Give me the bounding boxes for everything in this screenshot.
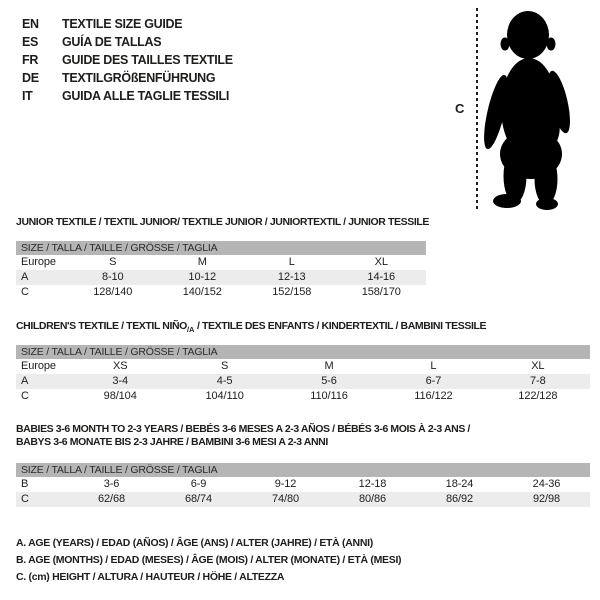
language-row-fr xyxy=(22,51,233,69)
row-label: C xyxy=(21,493,29,505)
height-value: 110/116 xyxy=(310,390,348,402)
babies-row-age xyxy=(16,477,590,492)
age-value: 5-6 xyxy=(321,375,337,387)
junior-size-header-bar: SIZE / TALLA / TAILLE / GRÖSSE / TAGLIA xyxy=(16,241,426,255)
guide-title-en: TEXTILE SIZE GUIDE xyxy=(62,17,183,31)
guide-title-de: TEXTILGRÖßENFÜHRUNG xyxy=(62,71,216,85)
children-title-suffix: / TEXTILE DES ENFANTS / KINDERTEXTIL / BAMBINI TESSILE xyxy=(194,320,487,332)
age-value: 24-36 xyxy=(532,478,561,490)
size-value: L xyxy=(430,360,437,372)
age-value: 9-12 xyxy=(274,478,297,490)
language-row-de xyxy=(22,69,233,87)
size-value: M xyxy=(197,256,207,268)
children-row-age xyxy=(16,374,590,389)
language-row-it xyxy=(22,87,233,105)
size-value: XL xyxy=(374,256,388,268)
language-code-it: IT xyxy=(22,89,33,103)
height-value: 62/68 xyxy=(97,493,126,505)
babies-size-header-bar: SIZE / TALLA / TAILLE / GRÖSSE / TAGLIA xyxy=(16,463,590,477)
babies-table-section xyxy=(16,423,590,507)
height-measure-dashed-line xyxy=(476,8,478,209)
children-title-subscript: /A xyxy=(186,324,195,334)
row-label: Europe xyxy=(21,360,56,372)
row-label: Europe xyxy=(21,256,56,268)
babies-table-title-line2: BABYS 3-6 MONATE BIS 2-3 JAHRE / BAMBINI 3-6 MESI A 2-3 ANNI xyxy=(16,436,328,448)
language-row-en xyxy=(22,15,233,33)
age-value: 18-24 xyxy=(445,478,474,490)
size-value: M xyxy=(324,360,334,372)
children-row-height xyxy=(16,389,590,404)
age-value: 4-5 xyxy=(216,375,233,387)
junior-row-age xyxy=(16,270,426,285)
height-value: 86/92 xyxy=(445,493,474,505)
row-label: B xyxy=(21,478,29,490)
age-value: 3-6 xyxy=(103,478,120,490)
guide-title-es: GUÍA DE TALLAS xyxy=(62,35,162,49)
height-value: 128/140 xyxy=(93,286,133,298)
height-value: 80/86 xyxy=(358,493,387,505)
age-value: 6-7 xyxy=(425,375,442,387)
height-value: 122/128 xyxy=(518,390,558,402)
babies-row-height xyxy=(16,492,590,507)
children-size-header-bar: SIZE / TALLA / TAILLE / GRÖSSE / TAGLIA xyxy=(16,345,590,359)
height-value: 140/152 xyxy=(182,286,222,298)
language-row-es xyxy=(22,33,233,51)
size-value: XS xyxy=(112,360,128,372)
junior-table-section xyxy=(16,216,429,300)
baby-silhouette xyxy=(482,6,574,210)
height-value: 98/104 xyxy=(103,390,137,402)
language-code-en: EN xyxy=(22,17,39,31)
language-code-de: DE xyxy=(22,71,39,85)
height-value: 104/110 xyxy=(205,390,244,402)
height-value: 152/158 xyxy=(272,286,312,298)
height-value: 158/170 xyxy=(361,286,401,298)
babies-table-title-line1: BABIES 3-6 MONTH TO 2-3 YEARS / BEBÉS 3-6 MESES A 2-3 AÑOS / BÉBÉS 3-6 MOIS À 2-3 ANS / xyxy=(16,423,470,435)
size-value: S xyxy=(220,360,229,372)
age-value: 10-12 xyxy=(188,271,217,283)
junior-row-height xyxy=(16,285,426,300)
footnote-age-years: A. AGE (YEARS) / EDAD (AÑOS) / ÂGE (ANS) / ALTER (JAHRE) / ETÀ (ANNI) xyxy=(16,537,373,549)
guide-title-fr: GUIDE DES TAILLES TEXTILE xyxy=(62,53,233,67)
age-value: 14-16 xyxy=(367,271,396,283)
height-measure-label: C xyxy=(455,101,465,116)
junior-table-title: JUNIOR TEXTILE / TEXTIL JUNIOR/ TEXTILE JUNIOR / JUNIORTEXTIL / JUNIOR TESSILE xyxy=(16,216,429,228)
size-value: XL xyxy=(531,360,545,372)
age-value: 8-10 xyxy=(101,271,124,283)
guide-title-it: GUIDA ALLE TAGLIE TESSILI xyxy=(62,89,230,103)
language-title-list xyxy=(22,15,233,105)
height-value: 92/98 xyxy=(532,493,561,505)
language-code-fr: FR xyxy=(22,53,39,67)
children-table-section xyxy=(16,320,590,404)
height-value: 116/122 xyxy=(414,390,453,402)
language-code-es: ES xyxy=(22,35,39,49)
size-value: S xyxy=(109,256,117,268)
children-row-europe xyxy=(16,359,590,374)
size-value: L xyxy=(288,256,295,268)
row-label: A xyxy=(21,375,29,387)
age-value: 12-18 xyxy=(358,478,387,490)
age-value: 12-13 xyxy=(277,271,306,283)
legend-footnotes xyxy=(16,535,401,586)
row-label: A xyxy=(21,271,29,283)
children-title-prefix: CHILDREN'S TEXTILE / TEXTIL NIÑO xyxy=(16,320,187,332)
age-value: 3-4 xyxy=(112,375,128,387)
row-label: C xyxy=(21,390,29,402)
row-label: C xyxy=(21,286,29,298)
age-value: 6-9 xyxy=(190,478,207,490)
height-value: 68/74 xyxy=(184,493,213,505)
footnote-age-months: B. AGE (MONTHS) / EDAD (MESES) / ÂGE (MOIS) / ALTER (MONATE) / ETÀ (MESI) xyxy=(16,554,402,566)
children-table-title xyxy=(16,320,590,333)
junior-row-europe xyxy=(16,255,426,270)
age-value: 7-8 xyxy=(530,375,546,387)
footnote-height-cm: C. (cm) HEIGHT / ALTURA / HAUTEUR / HÖHE / ALTEZZA xyxy=(16,571,285,583)
height-value: 74/80 xyxy=(271,493,300,505)
